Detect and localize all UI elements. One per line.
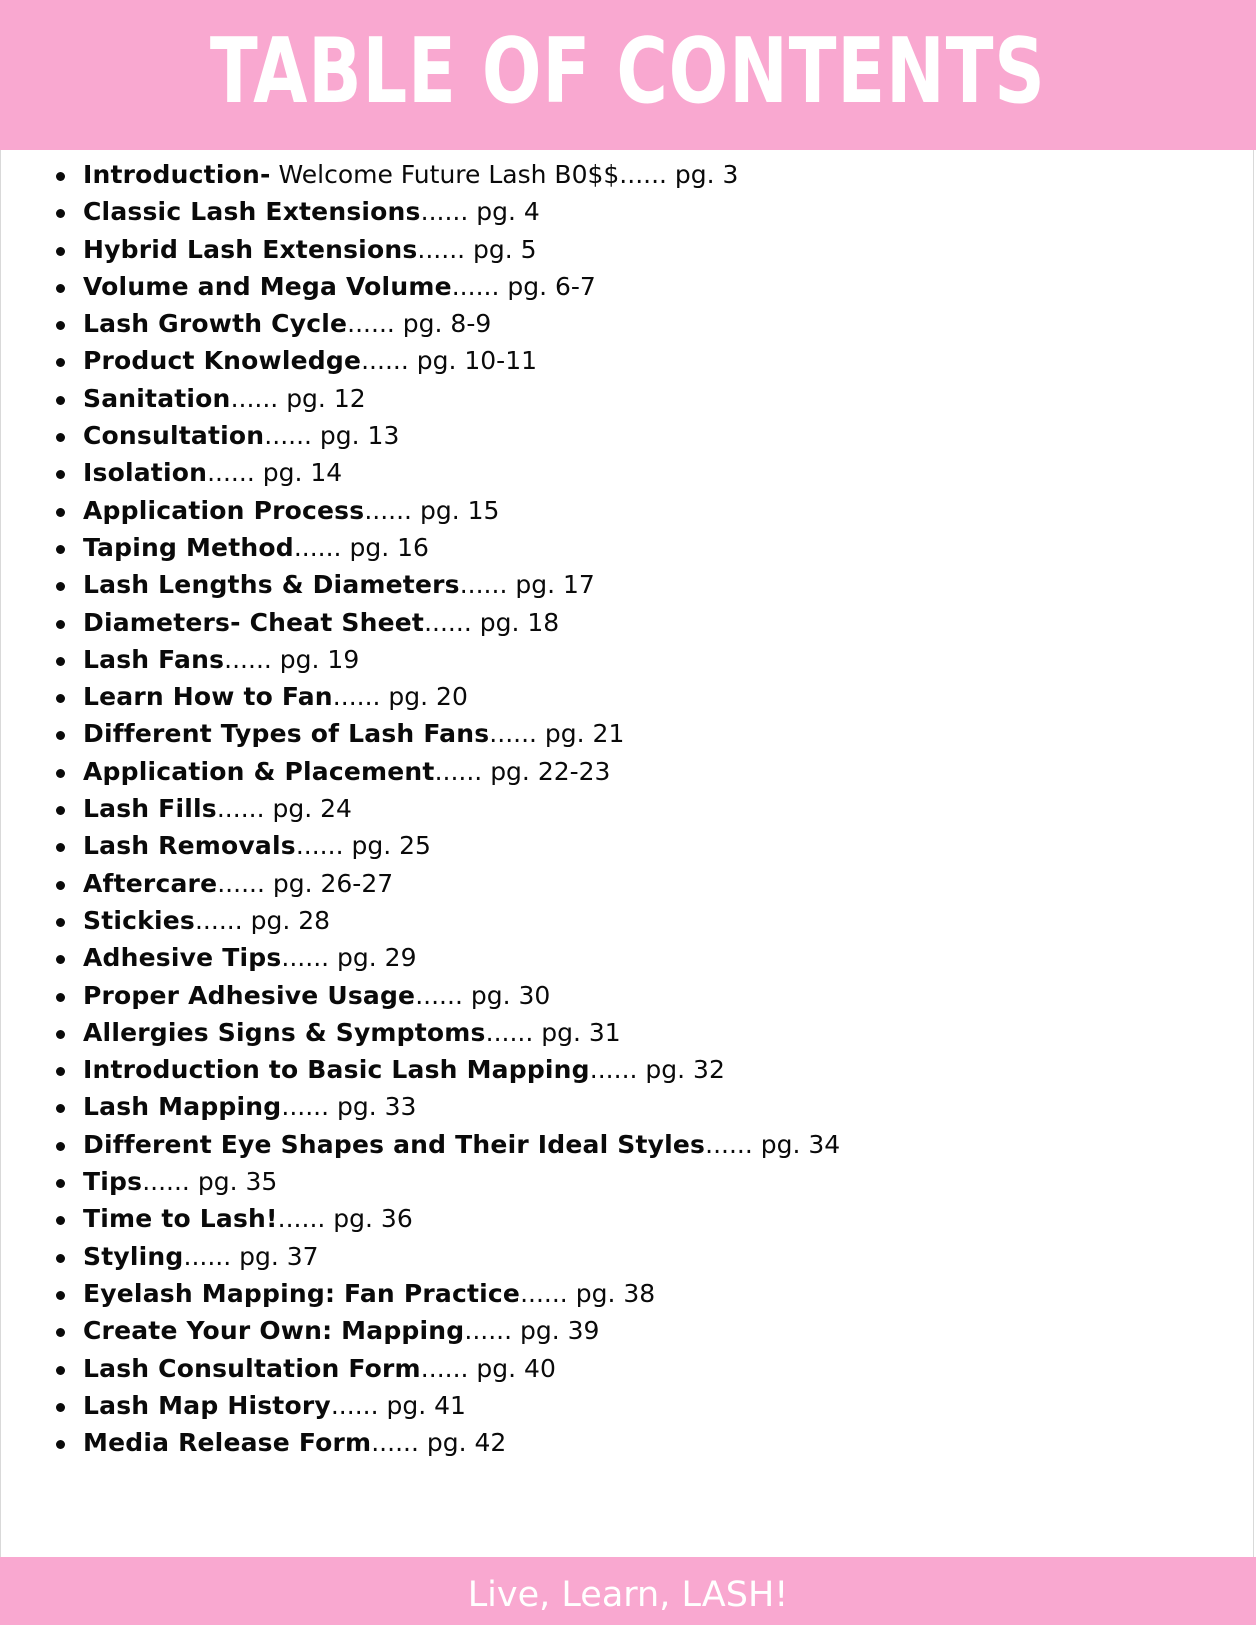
page-title: TABLE OF CONTENTS	[210, 18, 1046, 124]
toc-entry-page: ...... pg. 32	[589, 1055, 725, 1085]
toc-entry-page: ...... pg. 22-23	[434, 756, 611, 786]
toc-entry-page: ...... pg. 38	[520, 1278, 656, 1308]
toc-entry-page: ...... pg. 5	[417, 234, 537, 264]
toc-entry	[0, 193, 840, 230]
toc-entry-title: Lash Mapping	[83, 1092, 282, 1122]
toc-entry	[0, 1200, 840, 1237]
toc-entry-page: ...... pg. 24	[216, 794, 352, 824]
toc-entry-title: Lash Fills	[83, 794, 217, 824]
toc-entry	[0, 977, 840, 1014]
toc-entry	[0, 902, 840, 939]
footer-tagline: Live, Learn, LASH!	[467, 1575, 789, 1615]
toc-entry-title: Learn How to Fan	[83, 682, 333, 712]
toc-entry-page: ...... pg. 36	[277, 1204, 413, 1234]
toc-entry-page: ...... pg. 33	[281, 1092, 417, 1122]
toc-entry-title: Application Process	[83, 495, 365, 525]
toc-entry-title: Lash Map History	[83, 1390, 331, 1420]
toc-entry	[0, 1350, 840, 1387]
toc-entry-page: ...... pg. 35	[142, 1167, 278, 1197]
toc-entry	[0, 1275, 840, 1312]
toc-entry-title: Different Eye Shapes and Their Ideal Styles	[83, 1129, 706, 1159]
toc-entry-title: Different Types of Lash Fans	[83, 719, 490, 749]
toc-entry-page: ...... pg. 16	[293, 532, 429, 562]
toc-entry-title: Aftercare	[83, 868, 218, 898]
toc-entry-title: Lash Fans	[83, 644, 225, 674]
toc-entry-title: Adhesive Tips	[83, 943, 282, 973]
toc-entry-title: Lash Growth Cycle	[83, 309, 348, 339]
toc-entry-title: Allergies Signs & Symptoms	[83, 1017, 486, 1047]
toc-entry-page: ...... pg. 14	[207, 458, 343, 488]
toc-entry	[0, 231, 840, 268]
toc-entry	[0, 342, 840, 379]
toc-entry-title: Lash Consultation Form	[83, 1353, 421, 1383]
toc-entry	[0, 529, 840, 566]
toc-entry-title: Classic Lash Extensions	[83, 197, 421, 227]
toc-entry-title: Lash Lengths & Diameters	[83, 570, 460, 600]
toc-entry-page: ...... pg. 20	[332, 682, 468, 712]
toc-entry-title: Introduction to Basic Lash Mapping	[83, 1055, 590, 1085]
toc-entry-title: Create Your Own: Mapping	[83, 1316, 465, 1346]
toc-entry-title: Proper Adhesive Usage	[83, 980, 416, 1010]
toc-entry	[0, 1126, 840, 1163]
toc-entry-title: Consultation	[83, 421, 265, 451]
toc-entry-page: ...... pg. 10-11	[361, 346, 538, 376]
toc-entry-page: ...... pg. 21	[489, 719, 625, 749]
toc-entry	[0, 1424, 840, 1461]
toc-entry-page: ...... pg. 18	[424, 607, 560, 637]
toc-entry-page: ...... pg. 6-7	[451, 271, 596, 301]
toc-entry-page: ...... pg. 31	[485, 1017, 621, 1047]
toc-entry-title: Media Release Form	[83, 1428, 372, 1458]
toc-entry-page: ...... pg. 39	[464, 1316, 600, 1346]
toc-entry	[0, 1088, 840, 1125]
toc-entry-title: Volume and Mega Volume	[83, 271, 452, 301]
toc-entry-title: Time to Lash!	[83, 1204, 278, 1234]
toc-entry-page: ...... pg. 17	[459, 570, 595, 600]
toc-entry-page: ...... pg. 37	[183, 1241, 319, 1271]
toc-entry	[0, 827, 840, 864]
toc-entry-title: Diameters- Cheat Sheet	[83, 607, 425, 637]
toc-entry-title: Isolation	[83, 458, 208, 488]
toc-entry-page: ...... pg. 15	[364, 495, 500, 525]
toc-entry-title: Product Knowledge	[83, 346, 362, 376]
toc-entry-page: ...... pg. 8-9	[347, 309, 492, 339]
toc-entry	[0, 1312, 840, 1349]
toc-entry-page: ...... pg. 25	[295, 831, 431, 861]
footer-band	[0, 1557, 1256, 1625]
toc-entry	[0, 939, 840, 976]
toc-entry	[0, 268, 840, 305]
toc-entry	[0, 305, 840, 342]
toc-entry	[0, 1014, 840, 1051]
toc-entry	[0, 641, 840, 678]
toc-entry	[0, 417, 840, 454]
toc-entry-description: Welcome Future Lash B0$$	[270, 160, 620, 189]
toc-entry-title: Eyelash Mapping: Fan Practice	[83, 1278, 521, 1308]
toc-entry-title: Lash Removals	[83, 831, 296, 861]
toc-entry-page: ...... pg. 13	[264, 421, 400, 451]
toc-entry	[0, 380, 840, 417]
toc-entry-page: ...... pg. 12	[230, 383, 366, 413]
toc-entry-page: ...... pg. 26-27	[217, 868, 394, 898]
toc-entry	[0, 156, 840, 193]
toc-entry-page: ...... pg. 41	[330, 1390, 466, 1420]
toc-entry	[0, 1238, 840, 1275]
toc-entry-title: Stickies	[83, 905, 195, 935]
toc-entry	[0, 865, 840, 902]
toc-entry	[0, 1163, 840, 1200]
toc-entry	[0, 715, 840, 752]
header-band	[0, 0, 1256, 150]
toc-entry-page: ...... pg. 34	[705, 1129, 841, 1159]
toc-entry	[0, 566, 840, 603]
toc-entry-title: Hybrid Lash Extensions	[83, 234, 418, 264]
toc-entry	[0, 790, 840, 827]
toc-entry-page: ...... pg. 29	[281, 943, 417, 973]
toc-entry-title: Styling	[83, 1241, 184, 1271]
toc-entry	[0, 1051, 840, 1088]
toc-entry-page: ...... pg. 4	[420, 197, 540, 227]
toc-entry	[0, 1387, 840, 1424]
toc-entry-title: Sanitation	[83, 383, 231, 413]
toc-entry	[0, 753, 840, 790]
toc-entry	[0, 604, 840, 641]
toc-entry-page: ...... pg. 30	[415, 980, 551, 1010]
toc-entry-title: Tips	[83, 1167, 143, 1197]
toc-entry-page: ...... pg. 40	[420, 1353, 556, 1383]
toc-entry-page: ...... pg. 28	[194, 905, 331, 935]
toc-entry-title: Taping Method	[83, 532, 294, 562]
toc-entry-title: Application & Placement	[83, 756, 435, 786]
toc-entry	[0, 492, 840, 529]
toc-entry	[0, 454, 840, 491]
toc-entry-page: ...... pg. 3	[619, 160, 739, 189]
table-of-contents	[0, 156, 840, 1461]
toc-entry-title: Introduction-	[83, 160, 271, 189]
toc-entry	[0, 678, 840, 715]
toc-entry-page: ...... pg. 42	[371, 1428, 507, 1458]
toc-entry-page: ...... pg. 19	[224, 644, 360, 674]
